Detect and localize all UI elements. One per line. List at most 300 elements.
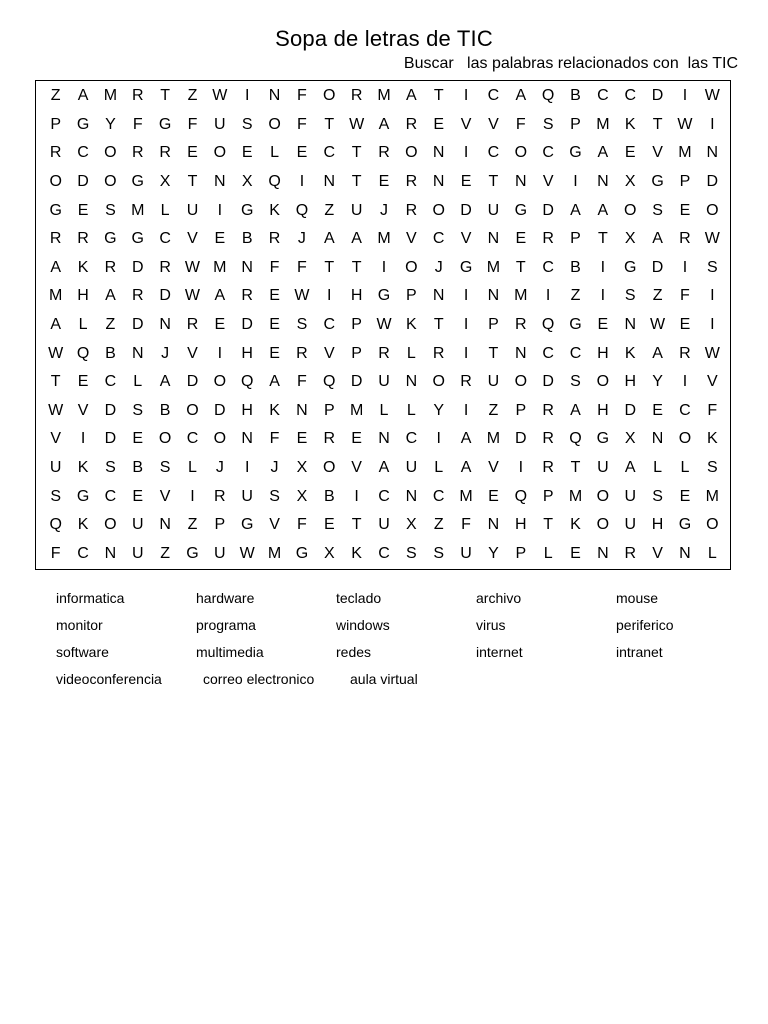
grid-letter[interactable]: D xyxy=(651,258,664,276)
grid-letter[interactable]: G xyxy=(240,516,254,534)
grid-letter[interactable]: X xyxy=(406,516,417,534)
grid-letter[interactable]: D xyxy=(350,373,363,391)
grid-letter[interactable]: K xyxy=(570,516,581,534)
grid-letter[interactable]: N xyxy=(432,173,445,191)
grid-letter[interactable]: Y xyxy=(488,544,499,562)
grid-letter[interactable]: T xyxy=(351,516,362,534)
grid-letter[interactable]: E xyxy=(132,430,144,448)
grid-letter[interactable]: Z xyxy=(105,316,116,334)
grid-letter[interactable]: N xyxy=(515,344,527,362)
grid-letter[interactable]: X xyxy=(159,173,171,191)
grid-letter[interactable]: I xyxy=(244,459,250,477)
grid-letter[interactable]: Q xyxy=(240,373,254,391)
grid-letter[interactable]: N xyxy=(706,144,719,162)
grid-letter[interactable]: R xyxy=(378,344,390,362)
grid-letter[interactable]: A xyxy=(378,115,390,133)
grid-letter[interactable]: N xyxy=(296,401,308,419)
grid-letter[interactable]: R xyxy=(405,173,418,191)
grid-letter[interactable]: C xyxy=(323,316,336,334)
grid-letter[interactable]: N xyxy=(378,430,390,448)
grid-letter[interactable]: A xyxy=(105,287,116,305)
grid-letter[interactable]: S xyxy=(105,459,116,477)
grid-letter[interactable]: I xyxy=(682,87,688,105)
grid-letter[interactable]: I xyxy=(463,144,469,162)
grid-letter[interactable]: Q xyxy=(514,487,528,505)
grid-letter[interactable]: H xyxy=(350,287,363,305)
grid-letter[interactable]: I xyxy=(463,87,469,105)
grid-letter[interactable]: A xyxy=(597,201,609,219)
grid-letter[interactable]: K xyxy=(269,201,280,219)
grid-letter[interactable]: D xyxy=(104,401,117,419)
grid-letter[interactable]: I xyxy=(682,258,688,276)
grid-letter[interactable]: A xyxy=(378,459,390,477)
grid-letter[interactable]: P xyxy=(351,316,362,334)
grid-letter[interactable]: V xyxy=(406,230,417,248)
grid-letter[interactable]: M xyxy=(213,258,227,276)
grid-letter[interactable]: Y xyxy=(652,373,663,391)
grid-letter[interactable]: I xyxy=(327,287,332,305)
grid-letter[interactable]: H xyxy=(77,287,89,305)
grid-letter[interactable]: X xyxy=(296,459,308,477)
grid-letter[interactable]: C xyxy=(405,430,418,448)
grid-letter[interactable]: Q xyxy=(268,173,281,191)
grid-letter[interactable]: G xyxy=(569,316,582,334)
grid-letter[interactable]: R xyxy=(405,115,418,133)
grid-letter[interactable]: R xyxy=(432,344,445,362)
grid-letter[interactable]: B xyxy=(323,487,335,505)
grid-letter[interactable]: L xyxy=(78,316,88,334)
grid-letter[interactable]: V xyxy=(706,373,718,391)
grid-letter[interactable]: S xyxy=(706,459,718,477)
grid-letter[interactable]: A xyxy=(597,144,609,162)
grid-letter[interactable]: N xyxy=(241,258,253,276)
grid-letter[interactable]: U xyxy=(460,544,472,562)
grid-letter[interactable]: S xyxy=(542,115,554,133)
grid-letter[interactable]: R xyxy=(542,230,554,248)
grid-letter[interactable]: W xyxy=(704,344,720,362)
grid-letter[interactable]: I xyxy=(682,373,688,391)
grid-letter[interactable]: S xyxy=(406,544,417,562)
grid-letter[interactable]: F xyxy=(707,401,718,419)
grid-letter[interactable]: N xyxy=(679,544,691,562)
grid-letter[interactable]: C xyxy=(323,144,336,162)
grid-letter[interactable]: A xyxy=(460,430,472,448)
grid-letter[interactable]: W xyxy=(48,344,64,362)
grid-letter[interactable]: Q xyxy=(76,344,90,362)
grid-letter[interactable]: P xyxy=(351,344,362,362)
grid-letter[interactable]: I xyxy=(573,173,578,191)
grid-letter[interactable]: O xyxy=(104,516,117,534)
grid-letter[interactable]: Z xyxy=(324,201,335,219)
grid-letter[interactable]: X xyxy=(323,544,335,562)
grid-letter[interactable]: S xyxy=(296,316,308,334)
grid-letter[interactable]: S xyxy=(624,287,636,305)
grid-letter[interactable]: T xyxy=(50,373,61,391)
grid-letter[interactable]: N xyxy=(487,230,500,248)
grid-letter[interactable]: N xyxy=(104,544,117,562)
grid-letter[interactable]: C xyxy=(77,144,89,162)
grid-letter[interactable]: S xyxy=(433,544,445,562)
grid-letter[interactable]: S xyxy=(105,201,116,219)
grid-letter[interactable]: I xyxy=(217,344,223,362)
grid-letter[interactable]: E xyxy=(460,173,472,191)
grid-letter[interactable]: R xyxy=(104,258,117,276)
grid-letter[interactable]: C xyxy=(542,258,554,276)
grid-letter[interactable]: G xyxy=(158,115,172,133)
grid-letter[interactable]: I xyxy=(217,201,223,219)
grid-letter[interactable]: N xyxy=(515,173,527,191)
grid-letter[interactable]: U xyxy=(241,487,253,505)
grid-letter[interactable]: M xyxy=(678,144,692,162)
grid-letter[interactable]: G xyxy=(514,201,528,219)
grid-letter[interactable]: C xyxy=(159,230,171,248)
grid-letter[interactable]: E xyxy=(351,430,362,448)
grid-letter[interactable]: U xyxy=(214,544,226,562)
grid-letter[interactable]: F xyxy=(269,258,280,276)
grid-letter[interactable]: A xyxy=(570,401,581,419)
grid-letter[interactable]: R xyxy=(679,230,691,248)
grid-letter[interactable]: N xyxy=(268,87,281,105)
grid-letter[interactable]: E xyxy=(187,144,198,162)
grid-letter[interactable]: E xyxy=(515,230,527,248)
grid-letter[interactable]: V xyxy=(488,459,499,477)
grid-letter[interactable]: W xyxy=(294,287,310,305)
grid-letter[interactable]: N xyxy=(432,287,445,305)
grid-letter[interactable]: V xyxy=(351,459,362,477)
grid-letter[interactable]: P xyxy=(679,173,691,191)
grid-letter[interactable]: T xyxy=(324,258,335,276)
grid-letter[interactable]: R xyxy=(350,87,363,105)
grid-letter[interactable]: O xyxy=(514,144,528,162)
grid-letter[interactable]: J xyxy=(379,201,388,219)
grid-letter[interactable]: D xyxy=(104,430,117,448)
grid-letter[interactable]: R xyxy=(214,487,226,505)
grid-letter[interactable]: O xyxy=(596,373,610,391)
grid-letter[interactable]: A xyxy=(652,344,663,362)
grid-letter[interactable]: V xyxy=(187,344,198,362)
grid-letter[interactable]: A xyxy=(515,87,527,105)
grid-letter[interactable]: F xyxy=(461,516,471,534)
grid-letter[interactable]: E xyxy=(77,201,89,219)
grid-letter[interactable]: V xyxy=(652,544,663,562)
grid-letter[interactable]: L xyxy=(133,373,143,391)
grid-letter[interactable]: U xyxy=(378,373,390,391)
grid-letter[interactable]: S xyxy=(269,487,280,505)
grid-letter[interactable]: G xyxy=(49,201,62,219)
grid-letter[interactable]: L xyxy=(270,144,279,162)
grid-letter[interactable]: U xyxy=(214,115,226,133)
grid-letter[interactable]: V xyxy=(50,430,62,448)
grid-letter[interactable]: D xyxy=(186,373,199,391)
grid-letter[interactable]: T xyxy=(488,173,499,191)
grid-letter[interactable]: C xyxy=(432,487,445,505)
grid-letter[interactable]: I xyxy=(80,430,86,448)
grid-letter[interactable]: O xyxy=(706,516,719,534)
grid-letter[interactable]: C xyxy=(679,401,691,419)
grid-letter[interactable]: R xyxy=(241,287,253,305)
grid-letter[interactable]: D xyxy=(241,316,253,334)
grid-letter[interactable]: V xyxy=(77,401,89,419)
grid-letter[interactable]: D xyxy=(460,201,472,219)
grid-letter[interactable]: I xyxy=(354,487,359,505)
grid-letter[interactable]: W xyxy=(212,87,228,105)
grid-letter[interactable]: Q xyxy=(541,316,555,334)
grid-letter[interactable]: R xyxy=(131,144,144,162)
grid-letter[interactable]: Y xyxy=(433,401,445,419)
grid-letter[interactable]: D xyxy=(624,401,636,419)
grid-letter[interactable]: U xyxy=(186,201,199,219)
grid-letter[interactable]: R xyxy=(378,144,390,162)
grid-letter[interactable]: N xyxy=(405,487,418,505)
grid-letter[interactable]: S xyxy=(570,373,581,391)
grid-letter[interactable]: Z xyxy=(187,516,198,534)
grid-letter[interactable]: O xyxy=(213,373,227,391)
grid-letter[interactable]: N xyxy=(432,144,445,162)
grid-letter[interactable]: W xyxy=(650,316,666,334)
grid-letter[interactable]: I xyxy=(299,173,305,191)
grid-letter[interactable]: X xyxy=(624,173,636,191)
grid-letter[interactable]: X xyxy=(624,230,636,248)
grid-letter[interactable]: P xyxy=(50,115,62,133)
grid-letter[interactable]: V xyxy=(460,230,472,248)
grid-letter[interactable]: P xyxy=(570,115,581,133)
grid-letter[interactable]: E xyxy=(269,287,280,305)
grid-letter[interactable]: O xyxy=(323,459,336,477)
grid-letter[interactable]: I xyxy=(381,258,387,276)
grid-letter[interactable]: I xyxy=(436,430,441,448)
grid-letter[interactable]: C xyxy=(487,87,500,105)
grid-letter[interactable]: D xyxy=(77,173,89,191)
grid-letter[interactable]: J xyxy=(161,344,170,362)
grid-letter[interactable]: N xyxy=(597,544,609,562)
grid-letter[interactable]: B xyxy=(159,401,171,419)
grid-letter[interactable]: P xyxy=(542,487,554,505)
grid-letter[interactable]: G xyxy=(295,544,309,562)
grid-letter[interactable]: E xyxy=(296,144,308,162)
grid-letter[interactable]: F xyxy=(50,544,61,562)
grid-letter[interactable]: E xyxy=(488,487,499,505)
grid-letter[interactable]: V xyxy=(542,173,554,191)
grid-letter[interactable]: E xyxy=(597,316,609,334)
grid-letter[interactable]: F xyxy=(187,115,198,133)
grid-letter[interactable]: E xyxy=(624,144,636,162)
grid-letter[interactable]: R xyxy=(268,230,281,248)
grid-letter[interactable]: T xyxy=(597,230,608,248)
grid-letter[interactable]: G xyxy=(651,173,664,191)
grid-letter[interactable]: R xyxy=(515,316,527,334)
grid-letter[interactable]: E xyxy=(269,316,280,334)
grid-letter[interactable]: F xyxy=(297,115,307,133)
grid-letter[interactable]: D xyxy=(131,316,144,334)
grid-letter[interactable]: V xyxy=(159,487,171,505)
grid-letter[interactable]: G xyxy=(596,430,610,448)
grid-letter[interactable]: G xyxy=(624,258,637,276)
grid-letter[interactable]: S xyxy=(652,487,663,505)
grid-letter[interactable]: A xyxy=(214,287,226,305)
grid-letter[interactable]: M xyxy=(459,487,473,505)
grid-letter[interactable]: M xyxy=(486,258,501,276)
grid-letter[interactable]: H xyxy=(241,344,253,362)
grid-letter[interactable]: R xyxy=(542,401,554,419)
grid-letter[interactable]: V xyxy=(652,144,663,162)
grid-letter[interactable]: Q xyxy=(569,430,582,448)
grid-letter[interactable]: I xyxy=(600,287,606,305)
grid-letter[interactable]: Z xyxy=(488,401,499,419)
grid-letter[interactable]: C xyxy=(624,87,636,105)
grid-letter[interactable]: Q xyxy=(295,201,309,219)
grid-letter[interactable]: F xyxy=(132,115,143,133)
grid-letter[interactable]: T xyxy=(570,459,581,477)
grid-letter[interactable]: U xyxy=(350,201,363,219)
grid-letter[interactable]: H xyxy=(597,401,609,419)
grid-letter[interactable]: P xyxy=(214,516,226,534)
grid-letter[interactable]: E xyxy=(214,316,226,334)
grid-letter[interactable]: W xyxy=(48,401,64,419)
grid-letter[interactable]: Q xyxy=(323,373,336,391)
grid-letter[interactable]: N xyxy=(323,173,336,191)
grid-letter[interactable]: T xyxy=(351,258,362,276)
grid-letter[interactable]: L xyxy=(653,459,663,477)
grid-letter[interactable]: E xyxy=(433,115,445,133)
grid-letter[interactable]: T xyxy=(488,344,499,362)
grid-letter[interactable]: I xyxy=(463,344,469,362)
grid-letter[interactable]: O xyxy=(186,401,199,419)
grid-letter[interactable]: Y xyxy=(105,115,116,133)
grid-letter[interactable]: P xyxy=(515,401,527,419)
grid-letter[interactable]: O xyxy=(405,144,418,162)
grid-letter[interactable]: V xyxy=(323,344,335,362)
grid-letter[interactable]: G xyxy=(131,230,144,248)
grid-letter[interactable]: Z xyxy=(652,287,663,305)
grid-letter[interactable]: Z xyxy=(187,87,198,105)
grid-letter[interactable]: G xyxy=(76,115,90,133)
grid-letter[interactable]: L xyxy=(707,544,717,562)
grid-letter[interactable]: K xyxy=(406,316,417,334)
grid-letter[interactable]: O xyxy=(432,373,445,391)
grid-letter[interactable]: C xyxy=(378,487,390,505)
grid-letter[interactable]: M xyxy=(377,87,391,105)
grid-letter[interactable]: F xyxy=(680,287,690,305)
grid-letter[interactable]: I xyxy=(190,487,195,505)
grid-letter[interactable]: L xyxy=(434,459,444,477)
grid-letter[interactable]: L xyxy=(406,401,416,419)
grid-letter[interactable]: R xyxy=(186,316,199,334)
grid-letter[interactable]: R xyxy=(542,459,554,477)
grid-letter[interactable]: N xyxy=(131,344,144,362)
grid-letter[interactable]: R xyxy=(624,544,636,562)
grid-letter[interactable]: V xyxy=(460,115,472,133)
grid-letter[interactable]: L xyxy=(379,401,389,419)
grid-letter[interactable]: E xyxy=(269,344,280,362)
grid-letter[interactable]: A xyxy=(50,316,62,334)
grid-letter[interactable]: D xyxy=(706,173,719,191)
grid-letter[interactable]: T xyxy=(187,173,198,191)
grid-letter[interactable]: C xyxy=(378,544,390,562)
grid-letter[interactable]: U xyxy=(624,516,636,534)
grid-letter[interactable]: B xyxy=(105,344,116,362)
grid-letter[interactable]: O xyxy=(104,144,117,162)
grid-letter[interactable]: R xyxy=(159,144,171,162)
grid-letter[interactable]: I xyxy=(244,87,250,105)
grid-letter[interactable]: W xyxy=(376,316,392,334)
grid-letter[interactable]: U xyxy=(49,459,62,477)
grid-letter[interactable]: C xyxy=(77,544,89,562)
grid-letter[interactable]: N xyxy=(159,316,171,334)
grid-letter[interactable]: G xyxy=(240,201,254,219)
grid-letter[interactable]: E xyxy=(296,430,308,448)
grid-letter[interactable]: O xyxy=(596,487,610,505)
grid-letter[interactable]: T xyxy=(652,115,663,133)
grid-letter[interactable]: R xyxy=(159,258,171,276)
grid-letter[interactable]: D xyxy=(542,373,554,391)
grid-letter[interactable]: O xyxy=(49,173,62,191)
grid-letter[interactable]: Q xyxy=(49,516,62,534)
grid-letter[interactable]: N xyxy=(405,373,418,391)
grid-letter[interactable]: T xyxy=(351,144,362,162)
grid-letter[interactable]: G xyxy=(76,487,90,505)
grid-letter[interactable]: C xyxy=(542,144,554,162)
grid-letter[interactable]: A xyxy=(50,258,62,276)
grid-letter[interactable]: G xyxy=(569,144,582,162)
grid-letter[interactable]: W xyxy=(239,544,255,562)
grid-letter[interactable]: U xyxy=(131,544,144,562)
grid-letter[interactable]: R xyxy=(49,144,62,162)
grid-letter[interactable]: E xyxy=(132,487,144,505)
grid-letter[interactable]: M xyxy=(705,487,719,505)
grid-letter[interactable]: W xyxy=(349,115,365,133)
grid-letter[interactable]: M xyxy=(514,287,528,305)
grid-letter[interactable]: O xyxy=(158,430,172,448)
grid-letter[interactable]: I xyxy=(545,287,551,305)
grid-letter[interactable]: S xyxy=(159,459,171,477)
grid-letter[interactable]: W xyxy=(184,287,201,305)
grid-letter[interactable]: O xyxy=(624,201,637,219)
grid-letter[interactable]: M xyxy=(49,287,63,305)
grid-letter[interactable]: B xyxy=(570,87,581,105)
grid-letter[interactable]: I xyxy=(518,459,524,477)
grid-letter[interactable]: E xyxy=(241,144,253,162)
grid-letter[interactable]: O xyxy=(596,516,610,534)
grid-letter[interactable]: M xyxy=(103,87,118,105)
grid-letter[interactable]: F xyxy=(515,115,526,133)
grid-letter[interactable]: C xyxy=(104,373,117,391)
grid-letter[interactable]: F xyxy=(297,373,307,391)
grid-letter[interactable]: U xyxy=(131,516,144,534)
grid-letter[interactable]: W xyxy=(704,87,720,105)
grid-letter[interactable]: L xyxy=(188,459,197,477)
grid-letter[interactable]: B xyxy=(132,459,144,477)
grid-letter[interactable]: R xyxy=(131,287,144,305)
grid-letter[interactable]: P xyxy=(515,544,527,562)
grid-letter[interactable]: L xyxy=(680,459,690,477)
grid-letter[interactable]: E xyxy=(679,487,691,505)
grid-letter[interactable]: G xyxy=(678,516,692,534)
grid-letter[interactable]: X xyxy=(241,173,253,191)
grid-letter[interactable]: O xyxy=(213,430,227,448)
grid-letter[interactable]: I xyxy=(463,401,469,419)
grid-letter[interactable]: V xyxy=(488,115,499,133)
grid-letter[interactable]: A xyxy=(406,87,417,105)
grid-letter[interactable]: N xyxy=(487,287,500,305)
grid-letter[interactable]: N xyxy=(597,173,609,191)
grid-letter[interactable]: W xyxy=(704,230,720,248)
grid-letter[interactable]: K xyxy=(77,459,89,477)
grid-letter[interactable]: J xyxy=(297,230,306,248)
grid-letter[interactable]: C xyxy=(104,487,117,505)
grid-letter[interactable]: H xyxy=(241,401,253,419)
grid-letter[interactable]: I xyxy=(710,115,715,133)
grid-letter[interactable]: C xyxy=(432,230,445,248)
